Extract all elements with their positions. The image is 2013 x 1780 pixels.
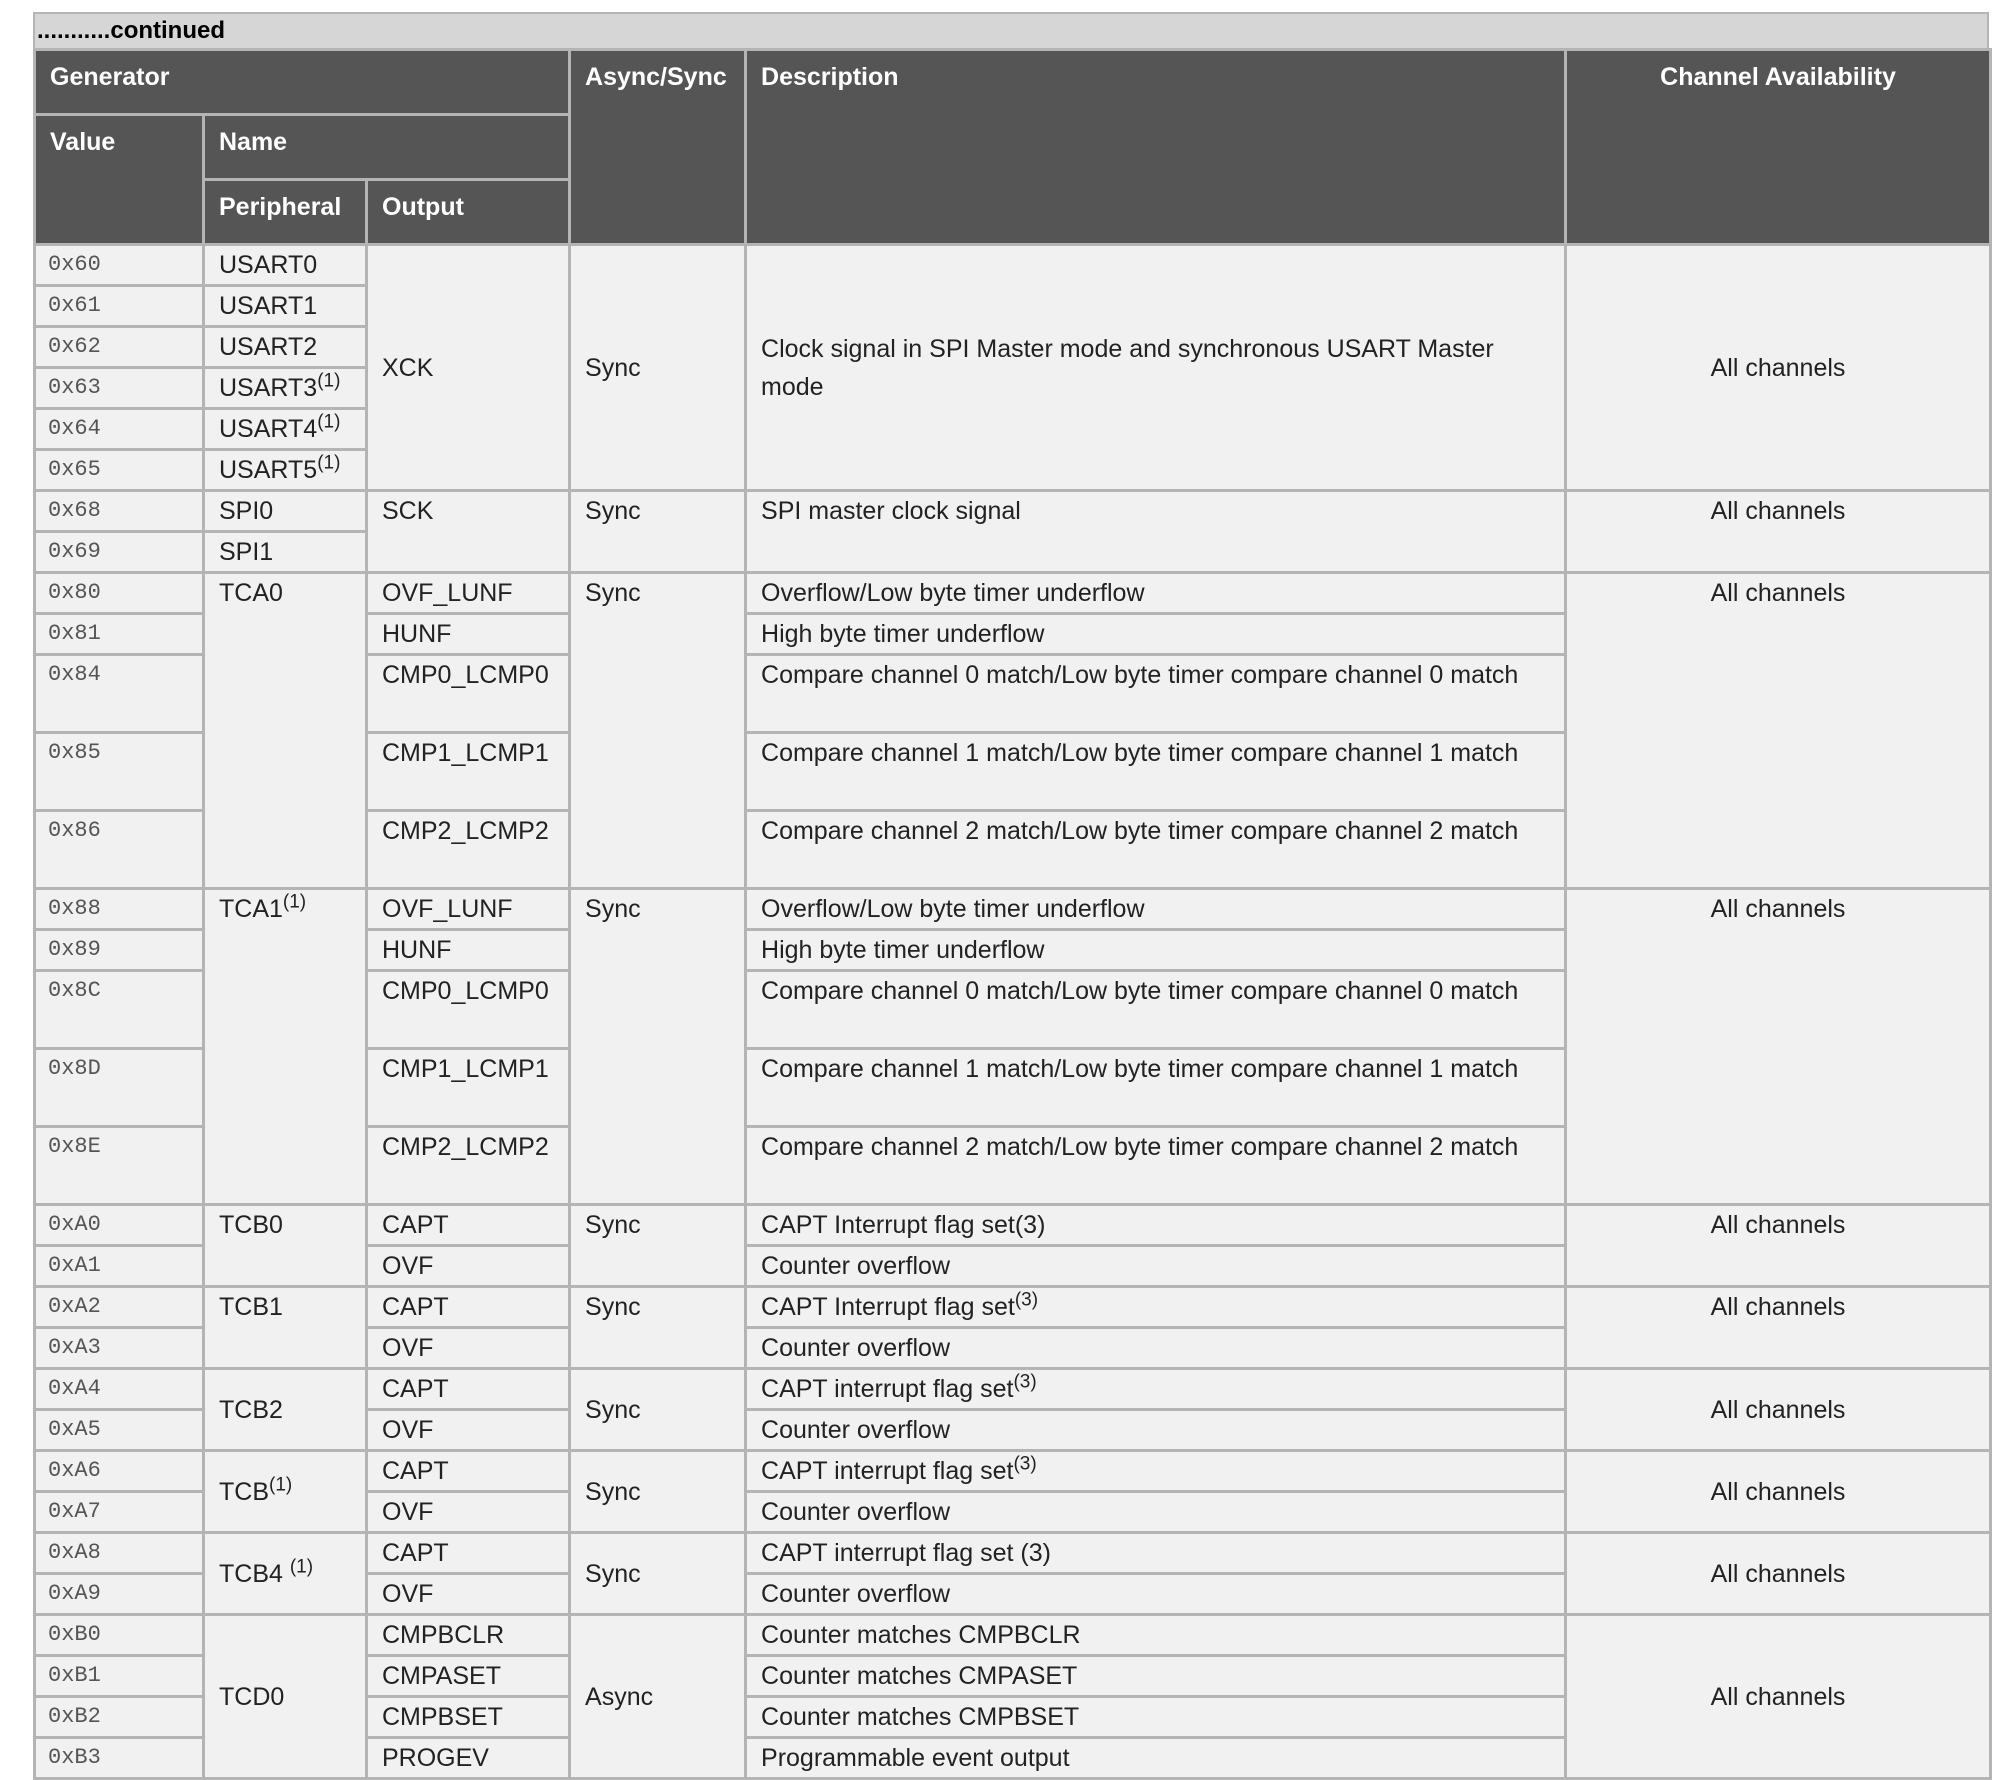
peripheral-cell: USART2: [204, 327, 367, 368]
value-cell: 0xB0: [35, 1615, 204, 1656]
description-cell: Programmable event output: [746, 1738, 1566, 1779]
footnote-ref: (1): [317, 370, 341, 392]
peripheral-cell: [204, 1451, 367, 1533]
peripheral-cell: TCB2: [204, 1369, 367, 1451]
output-cell: CMPBCLR: [367, 1615, 570, 1656]
peripheral-cell: SPI0: [204, 491, 367, 532]
value-cell: 0x69: [35, 532, 204, 573]
description-cell: Counter overflow: [746, 1492, 1566, 1533]
table-row: [35, 1451, 1991, 1492]
description-text: CAPT interrupt flag set: [761, 1457, 1014, 1485]
value-cell: 0xA5: [35, 1410, 204, 1451]
footnote-ref: (1): [317, 452, 341, 474]
event-generator-table: [33, 48, 1992, 1780]
output-cell: CAPT: [367, 1451, 570, 1492]
header-async-sync: Async/Sync: [570, 50, 746, 245]
peripheral-cell: TCA0: [204, 573, 367, 889]
output-cell: CMPASET: [367, 1656, 570, 1697]
output-cell: PROGEV: [367, 1738, 570, 1779]
footnote-ref: (1): [282, 891, 307, 913]
footnote-ref: (3): [1013, 1453, 1037, 1475]
peripheral-cell: [204, 450, 367, 491]
value-cell: 0x60: [35, 245, 204, 286]
table-row: [35, 1205, 1991, 1246]
value-cell: 0xA1: [35, 1246, 204, 1287]
footnote-ref: (1): [317, 411, 341, 433]
availability-cell: All channels: [1566, 1615, 1991, 1779]
description-cell: Counter matches CMPASET: [746, 1656, 1566, 1697]
table-row: [35, 1615, 1991, 1656]
availability-cell: All channels: [1566, 491, 1991, 573]
value-cell: 0x85: [35, 733, 204, 811]
continued-label: ...........continued: [33, 12, 1989, 48]
output-cell: OVF: [367, 1328, 570, 1369]
peripheral-name: USART3: [219, 374, 318, 402]
peripheral-name: TCB: [219, 1477, 269, 1506]
value-cell: 0x8C: [35, 971, 204, 1049]
description-cell: Compare channel 2 match/Low byte timer compare channel 2 match: [746, 811, 1566, 889]
description-cell: CAPT Interrupt flag set(3): [746, 1205, 1566, 1246]
description-cell: Counter matches CMPBCLR: [746, 1615, 1566, 1656]
peripheral-name: USART5: [219, 456, 318, 484]
description-cell: Compare channel 2 match/Low byte timer compare channel 2 match: [746, 1127, 1566, 1205]
output-cell: CMP2_LCMP2: [367, 811, 570, 889]
description-cell: [746, 1451, 1566, 1492]
value-cell: 0x81: [35, 614, 204, 655]
value-cell: 0xA6: [35, 1451, 204, 1492]
header-channel-availability: Channel Availability: [1566, 50, 1991, 245]
description-cell: Counter overflow: [746, 1574, 1566, 1615]
value-cell: 0xA8: [35, 1533, 204, 1574]
description-cell: [746, 1369, 1566, 1410]
output-cell: CAPT: [367, 1287, 570, 1328]
value-cell: 0xB2: [35, 1697, 204, 1738]
description-cell: Overflow/Low byte timer underflow: [746, 573, 1566, 614]
value-cell: 0x63: [35, 368, 204, 409]
table-row: [35, 1369, 1991, 1410]
description-cell: SPI master clock signal: [746, 491, 1566, 573]
output-cell: OVF_LUNF: [367, 573, 570, 614]
availability-cell: All channels: [1566, 573, 1991, 889]
peripheral-cell: USART1: [204, 286, 367, 327]
description-cell: Counter matches CMPBSET: [746, 1697, 1566, 1738]
description-cell: Overflow/Low byte timer underflow: [746, 889, 1566, 930]
value-cell: 0x8D: [35, 1049, 204, 1127]
description-cell: Compare channel 0 match/Low byte timer compare channel 0 match: [746, 971, 1566, 1049]
output-cell: CAPT: [367, 1533, 570, 1574]
availability-cell: All channels: [1566, 1451, 1991, 1533]
value-cell: 0x65: [35, 450, 204, 491]
peripheral-cell: TCD0: [204, 1615, 367, 1779]
value-cell: 0xA4: [35, 1369, 204, 1410]
header-name: Name: [204, 115, 570, 180]
peripheral-cell: USART0: [204, 245, 367, 286]
availability-cell: All channels: [1566, 1533, 1991, 1615]
value-cell: 0xB3: [35, 1738, 204, 1779]
description-cell: High byte timer underflow: [746, 614, 1566, 655]
value-cell: 0xA2: [35, 1287, 204, 1328]
mode-cell: Sync: [570, 1205, 746, 1287]
value-cell: 0x68: [35, 491, 204, 532]
header-generator: Generator: [35, 50, 570, 115]
mode-cell: Sync: [570, 573, 746, 889]
value-cell: 0x88: [35, 889, 204, 930]
event-generator-table-container: [33, 12, 1989, 1780]
header-peripheral: Peripheral: [204, 180, 367, 245]
output-cell: CMP0_LCMP0: [367, 655, 570, 733]
description-text: CAPT interrupt flag set: [761, 1375, 1014, 1403]
peripheral-cell: [204, 889, 367, 1205]
value-cell: 0x64: [35, 409, 204, 450]
value-cell: 0x62: [35, 327, 204, 368]
description-text: CAPT Interrupt flag set: [761, 1293, 1015, 1321]
table-row: [35, 573, 1991, 614]
mode-cell: Sync: [570, 1533, 746, 1615]
table-body: [35, 245, 1991, 1779]
peripheral-cell: [204, 1533, 367, 1615]
table-row: [35, 491, 1991, 532]
output-cell: CAPT: [367, 1369, 570, 1410]
output-cell: XCK: [367, 245, 570, 491]
peripheral-name: TCA1: [219, 895, 283, 923]
mode-cell: Async: [570, 1615, 746, 1779]
output-cell: SCK: [367, 491, 570, 573]
description-cell: Compare channel 0 match/Low byte timer compare channel 0 match: [746, 655, 1566, 733]
value-cell: 0x80: [35, 573, 204, 614]
table-row: [35, 1533, 1991, 1574]
peripheral-cell: TCB1: [204, 1287, 367, 1369]
mode-cell: Sync: [570, 1369, 746, 1451]
output-cell: CMP2_LCMP2: [367, 1127, 570, 1205]
output-cell: OVF: [367, 1574, 570, 1615]
mode-cell: Sync: [570, 1451, 746, 1533]
description-cell: Compare channel 1 match/Low byte timer compare channel 1 match: [746, 1049, 1566, 1127]
availability-cell: All channels: [1566, 889, 1991, 1205]
table-row: [35, 889, 1991, 930]
description-cell: Compare channel 1 match/Low byte timer compare channel 1 match: [746, 733, 1566, 811]
value-cell: 0x8E: [35, 1127, 204, 1205]
output-cell: HUNF: [367, 614, 570, 655]
peripheral-name: TCB4: [219, 1559, 290, 1588]
value-cell: 0xB1: [35, 1656, 204, 1697]
availability-cell: All channels: [1566, 1205, 1991, 1287]
description-cell: Clock signal in SPI Master mode and synchronous USART Master mode: [746, 245, 1566, 491]
peripheral-cell: [204, 368, 367, 409]
value-cell: 0x86: [35, 811, 204, 889]
footnote-ref: (1): [289, 1556, 314, 1578]
description-cell: Counter overflow: [746, 1410, 1566, 1451]
description-cell: CAPT interrupt flag set (3): [746, 1533, 1566, 1574]
description-cell: [746, 1287, 1566, 1328]
output-cell: CMP1_LCMP1: [367, 1049, 570, 1127]
output-cell: CMPBSET: [367, 1697, 570, 1738]
value-cell: 0xA3: [35, 1328, 204, 1369]
mode-cell: Sync: [570, 1287, 746, 1369]
peripheral-name: USART4: [219, 415, 318, 443]
value-cell: 0x84: [35, 655, 204, 733]
mode-cell: Sync: [570, 889, 746, 1205]
header-description: Description: [746, 50, 1566, 245]
output-cell: CMP1_LCMP1: [367, 733, 570, 811]
output-cell: CAPT: [367, 1205, 570, 1246]
header-value: Value: [35, 115, 204, 245]
mode-cell: Sync: [570, 245, 746, 491]
description-cell: Counter overflow: [746, 1246, 1566, 1287]
availability-cell: All channels: [1566, 1369, 1991, 1451]
value-cell: 0xA9: [35, 1574, 204, 1615]
table-row: [35, 1287, 1991, 1328]
value-cell: 0x61: [35, 286, 204, 327]
footnote-ref: (3): [1014, 1289, 1039, 1311]
description-cell: High byte timer underflow: [746, 930, 1566, 971]
description-cell: Counter overflow: [746, 1328, 1566, 1369]
availability-cell: All channels: [1566, 245, 1991, 491]
output-cell: OVF: [367, 1246, 570, 1287]
availability-cell: All channels: [1566, 1287, 1991, 1369]
footnote-ref: (1): [269, 1474, 293, 1496]
peripheral-cell: [204, 409, 367, 450]
footnote-ref: (3): [1013, 1371, 1037, 1393]
output-cell: OVF_LUNF: [367, 889, 570, 930]
peripheral-cell: SPI1: [204, 532, 367, 573]
peripheral-cell: TCB0: [204, 1205, 367, 1287]
table-row: [35, 245, 1991, 286]
mode-cell: Sync: [570, 491, 746, 573]
value-cell: 0x89: [35, 930, 204, 971]
value-cell: 0xA0: [35, 1205, 204, 1246]
value-cell: 0xA7: [35, 1492, 204, 1533]
output-cell: OVF: [367, 1492, 570, 1533]
output-cell: CMP0_LCMP0: [367, 971, 570, 1049]
output-cell: HUNF: [367, 930, 570, 971]
header-output: Output: [367, 180, 570, 245]
output-cell: OVF: [367, 1410, 570, 1451]
